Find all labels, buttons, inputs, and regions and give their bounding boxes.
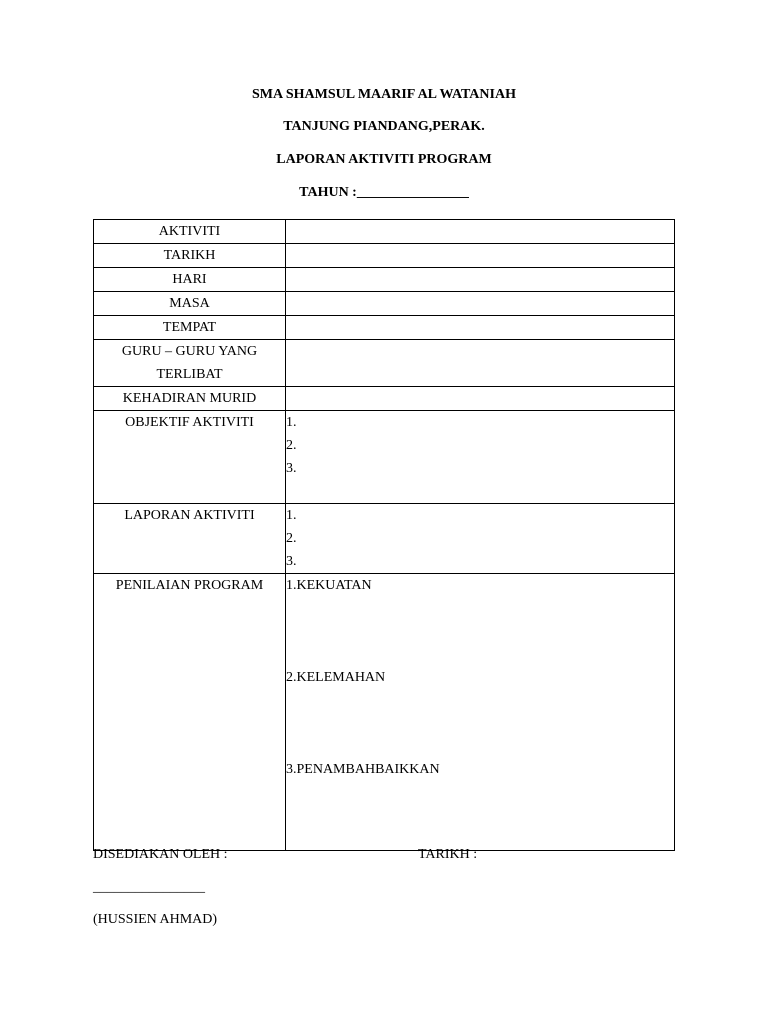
school-location: TANJUNG PIANDANG,PERAK.: [283, 119, 485, 134]
table-row: [94, 316, 675, 340]
penilaian-penambahbaikan: 3.PENAMBAHBAIKKAN: [286, 762, 440, 777]
value-kehadiran[interactable]: [286, 387, 675, 411]
label-hari: HARI: [94, 268, 286, 292]
label-guru-line2: TERLIBAT: [156, 367, 223, 382]
table-row: [94, 411, 675, 504]
value-masa[interactable]: [286, 292, 675, 316]
date-label: TARIKH :: [418, 847, 478, 862]
laporan-item-1: 1.: [286, 508, 297, 523]
label-penilaian: PENILAIAN PROGRAM: [94, 574, 286, 851]
table-row: [94, 340, 675, 387]
table-row: [94, 244, 675, 268]
value-aktiviti[interactable]: [286, 220, 675, 244]
value-guru[interactable]: [286, 340, 675, 387]
value-penilaian[interactable]: [286, 574, 675, 851]
label-aktiviti: AKTIVITI: [94, 220, 286, 244]
table-row: [94, 574, 675, 851]
laporan-item-3: 3.: [286, 554, 297, 569]
penilaian-kekuatan: 1.KEKUATAN: [286, 578, 372, 593]
value-objektif[interactable]: [286, 411, 675, 504]
table-row: [94, 268, 675, 292]
report-title: LAPORAN AKTIVITI PROGRAM: [276, 152, 492, 167]
table-row: [94, 220, 675, 244]
objektif-item-3: 3.: [286, 461, 297, 476]
label-tarikh: TARIKH: [94, 244, 286, 268]
table-row: [94, 292, 675, 316]
value-tempat[interactable]: [286, 316, 675, 340]
signature-line: ________________: [93, 880, 205, 895]
table-row: [94, 504, 675, 574]
objektif-item-1: 1.: [286, 415, 297, 430]
label-tempat: TEMPAT: [94, 316, 286, 340]
label-guru: [94, 340, 286, 387]
laporan-item-2: 2.: [286, 531, 297, 546]
penilaian-kelemahan: 2.KELEMAHAN: [286, 670, 386, 685]
label-guru-line1: GURU – GURU YANG: [121, 344, 258, 359]
value-laporan[interactable]: [286, 504, 675, 574]
report-form-table: [93, 219, 675, 851]
value-tarikh[interactable]: [286, 244, 675, 268]
value-hari[interactable]: [286, 268, 675, 292]
table-row: [94, 387, 675, 411]
label-laporan: LAPORAN AKTIVITI: [94, 504, 286, 574]
label-masa: MASA: [94, 292, 286, 316]
objektif-item-2: 2.: [286, 438, 297, 453]
school-name: SMA SHAMSUL MAARIF AL WATANIAH: [252, 87, 516, 102]
label-kehadiran: KEHADIRAN MURID: [94, 387, 286, 411]
preparer-name: (HUSSIEN AHMAD): [93, 912, 218, 927]
year-field: TAHUN :________________: [299, 185, 469, 200]
prepared-by-label: DISEDIAKAN OLEH :: [93, 847, 228, 862]
label-objektif: OBJEKTIF AKTIVITI: [94, 411, 286, 504]
